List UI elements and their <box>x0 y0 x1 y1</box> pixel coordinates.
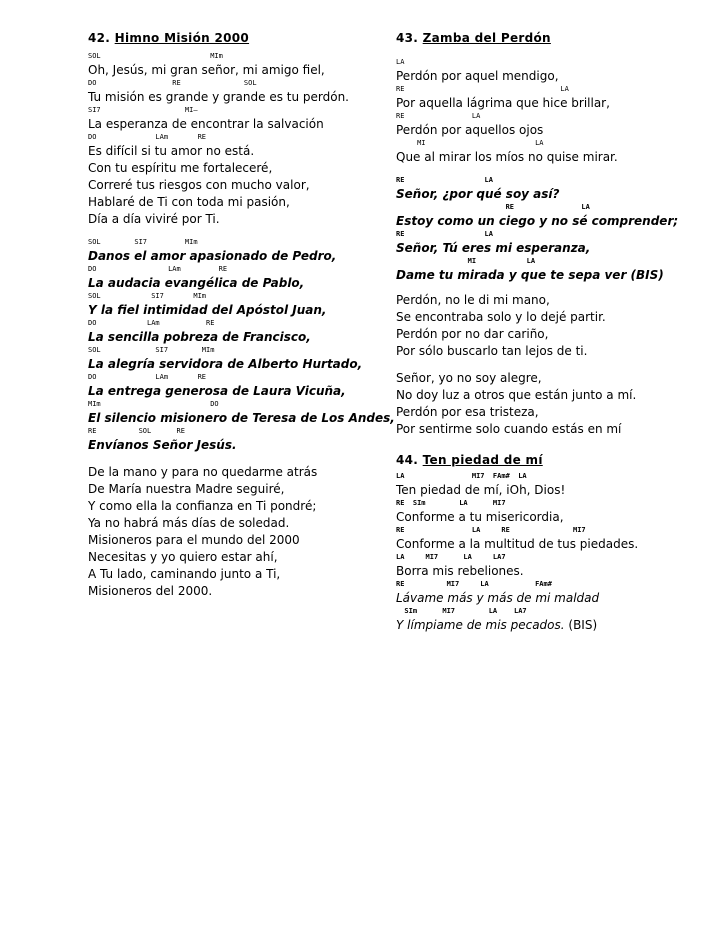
chord-line: SOL SI7 MIm <box>88 292 207 300</box>
lyric-text: La alegría servidora de Alberto Hurtado, <box>88 357 363 371</box>
lyric-line: Perdón por no dar cariño, <box>396 327 549 341</box>
song-number: 44. <box>396 453 419 467</box>
lyric-line: Y como ella la confianza en Ti pondré; <box>88 499 317 513</box>
lyric-line <box>88 248 378 265</box>
lyric-line <box>88 89 378 106</box>
lyric-text: La entrega generosa de Laura Vicuña, <box>88 384 346 398</box>
lyric-text: Envíanos Señor Jesús. <box>88 438 237 452</box>
lyric-line <box>396 186 696 203</box>
song-title <box>88 30 378 46</box>
lyric-line <box>396 482 696 499</box>
chord-line: RE LA <box>396 85 569 93</box>
chord-line: MI LA <box>396 139 544 147</box>
lyric-text: Oh, Jesús, mi gran señor, mi amigo fiel, <box>88 63 325 77</box>
lyric-line: Por sólo buscarlo tan lejos de ti. <box>396 344 588 358</box>
lyric-text: Perdón por aquel mendigo, <box>396 69 559 83</box>
chord-line: DO LAm RE <box>88 319 215 327</box>
chord-line: LA <box>396 58 405 66</box>
chord-line: SOL SI7 MIm <box>88 346 215 354</box>
chord-line: SI7 MI— <box>88 106 198 114</box>
lyric-text: El silencio misionero de Teresa de Los Andes, <box>88 411 395 425</box>
lyric-line <box>396 68 696 85</box>
song-number: 43. <box>396 31 419 45</box>
song-title-text: Himno Misión 2000 <box>114 31 250 45</box>
lyric-line: De María nuestra Madre seguiré, <box>88 482 285 496</box>
lyric-line <box>396 617 696 634</box>
lyric-line: Ya no habrá más días de soledad. <box>88 516 290 530</box>
chord-line: RE LA <box>396 112 481 120</box>
song-title-text: Zamba del Perdón <box>422 31 551 45</box>
lyric-line <box>88 160 378 177</box>
lyric-text: Hablaré de Ti con toda mi pasión, <box>88 195 290 209</box>
lyric-line: Necesitas y yo quiero estar ahí, <box>88 550 278 564</box>
lyric-text: Correré tus riesgos con mucho valor, <box>88 178 310 192</box>
lyric-line: Misioneros para el mundo del 2000 <box>88 533 300 547</box>
song-title <box>396 30 696 46</box>
lyric-text: Perdón por aquellos ojos <box>396 123 544 137</box>
lyric-text: Señor, Tú eres mi esperanza, <box>396 241 591 255</box>
lyric-line <box>88 177 378 194</box>
lyric-line <box>88 329 378 346</box>
lyric-text: Y la fiel intimidad del Apóstol Juan, <box>88 303 327 317</box>
chord-line: MI LA <box>396 257 536 265</box>
lyric-text: La sencilla pobreza de Francisco, <box>88 330 311 344</box>
chord-line: MIm DO <box>88 400 219 408</box>
lyric-line <box>396 95 696 112</box>
lyric-line: Señor, yo no soy alegre, <box>396 371 542 385</box>
lyric-text: Y límpiame de mis pecados. <box>396 618 565 632</box>
lyric-line <box>396 122 696 139</box>
lyric-text: Con tu espíritu me fortaleceré, <box>88 161 273 175</box>
lyric-line <box>88 194 378 211</box>
lyric-line <box>396 563 696 580</box>
chord-line: RE SOL RE <box>88 427 185 435</box>
chord-line: DO LAm RE <box>88 133 207 141</box>
lyric-line <box>88 275 378 292</box>
song-title-text: Ten piedad de mí <box>422 453 543 467</box>
lyric-text: Danos el amor apasionado de Pedro, <box>88 249 337 263</box>
lyric-text: Tu misión es grande y grande es tu perdón. <box>88 90 349 104</box>
chord-line: LA MI7 LA LA7 <box>396 553 506 561</box>
lyric-text: Borra mis rebeliones. <box>396 564 524 578</box>
lyric-text: La esperanza de encontrar la salvación <box>88 117 324 131</box>
chord-line: DO RE SOL <box>88 79 257 87</box>
chord-line: RE SIm LA MI7 <box>396 499 506 507</box>
lyric-line <box>88 356 378 373</box>
right-column <box>396 30 696 634</box>
lyric-text: Lávame más y más de mi maldad <box>396 591 600 605</box>
chord-line: SOL SI7 MIm <box>88 238 198 246</box>
lyric-text: Ten piedad de mí, iOh, Dios! <box>396 483 566 497</box>
lyric-text: Día a día viviré por Ti. <box>88 212 220 226</box>
chord-line: RE LA RE MI7 <box>396 526 586 534</box>
lyric-text: Conforme a la multitud de tus piedades. <box>396 537 639 551</box>
lyric-line: Se encontraba solo y lo dejé partir. <box>396 310 606 324</box>
chord-line: SOL MIm <box>88 52 223 60</box>
lyric-line <box>396 149 696 166</box>
lyric-line <box>396 590 696 607</box>
lyric-line <box>396 267 696 284</box>
lyric-line: De la mano y para no quedarme atrás <box>88 465 318 479</box>
lyric-line: Misioneros del 2000. <box>88 584 213 598</box>
chord-line: LA MI7 FAm# LA <box>396 472 527 480</box>
lyric-line <box>88 410 395 427</box>
lyric-text: Por aquella lágrima que hice brillar, <box>396 96 610 110</box>
lyric-text: Dame tu mirada y que te sepa ver (BIS) <box>396 268 664 282</box>
lyric-line: Por sentirme solo cuando estás en mí <box>396 422 622 436</box>
lyric-line <box>88 62 378 79</box>
lyric-line <box>396 213 696 230</box>
lyric-line: A Tu lado, caminando junto a Ti, <box>88 567 281 581</box>
lyric-text: Estoy como un ciego y no sé comprender; <box>396 214 679 228</box>
chord-line: RE LA <box>396 230 493 238</box>
song-number: 42. <box>88 31 111 45</box>
lyric-line: Perdón, no le di mi mano, <box>396 293 550 307</box>
lyric-line: Perdón por esa tristeza, <box>396 405 539 419</box>
lyric-text: Es difícil si tu amor no está. <box>88 144 255 158</box>
lyric-text: Conforme a tu misericordia, <box>396 510 564 524</box>
lyric-line <box>396 509 696 526</box>
lyric-text: La audacia evangélica de Pablo, <box>88 276 305 290</box>
lyric-line <box>88 302 378 319</box>
lyric-line <box>88 211 378 228</box>
left-column <box>88 30 395 600</box>
repeat-note: (BIS) <box>564 618 598 632</box>
lyric-line <box>396 536 696 553</box>
lyric-text: Señor, ¿por qué soy así? <box>396 187 560 201</box>
song-title <box>396 452 696 468</box>
lyric-line <box>88 143 378 160</box>
chord-line: RE LA <box>396 176 493 184</box>
chord-line: RE LA <box>396 203 590 211</box>
lyric-line <box>88 116 378 133</box>
lyric-text: Que al mirar los míos no quise mirar. <box>396 150 618 164</box>
chord-line: DO LAm RE <box>88 265 228 273</box>
lyric-line: No doy luz a otros que están junto a mí. <box>396 388 637 402</box>
lyric-line <box>396 240 696 257</box>
lyric-line <box>88 437 378 454</box>
chord-line: DO LAm RE <box>88 373 207 381</box>
chord-line: SIm MI7 LA LA7 <box>396 607 527 615</box>
lyric-line <box>88 383 378 400</box>
chord-line: RE MI7 LA FAm# <box>396 580 552 588</box>
